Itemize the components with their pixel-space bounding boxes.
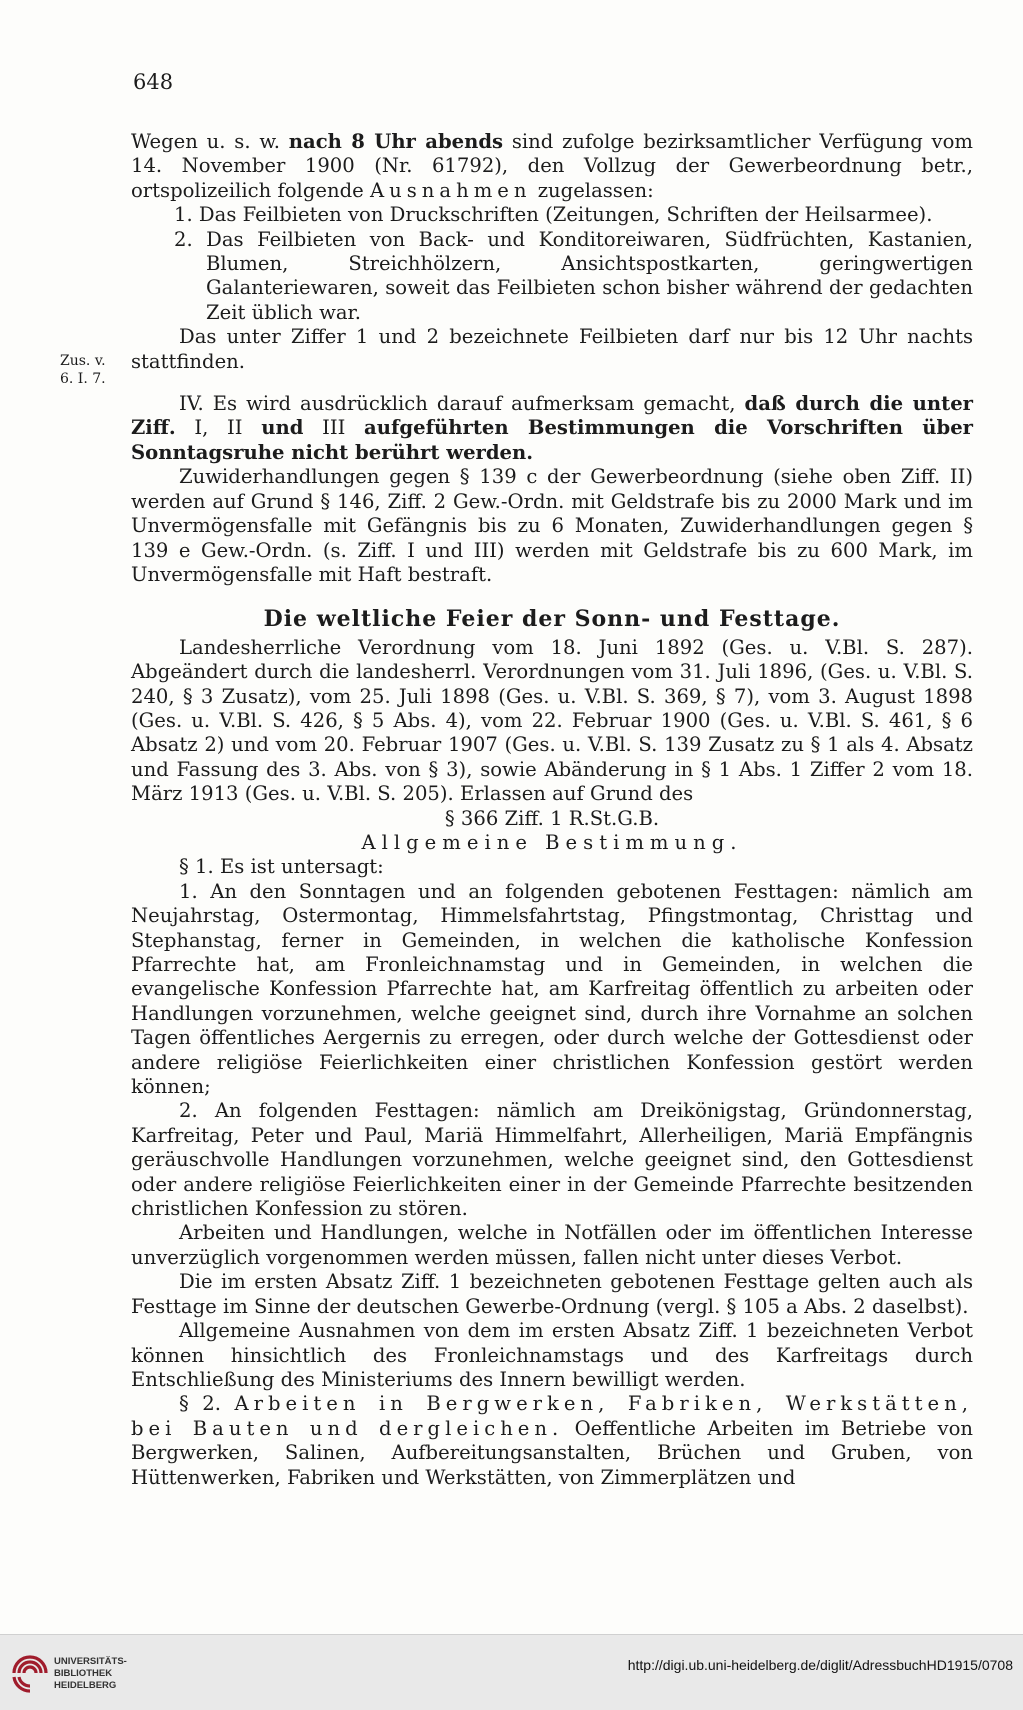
- library-logo-text: UNIVERSITÄTS- BIBLIOTHEK HEIDELBERG: [54, 1656, 127, 1691]
- subheading: Allgemeine Bestimmung.: [361, 830, 743, 854]
- paragraph-ausnahmen-intro: Wegen u. s. w. nach 8 Uhr abends sind zufolge bezirksamtlicher Verfügung vom 14. November 1900 (Nr. 61792), den Vollzug der Gewerbeordnung betr., ortspolizeilich folgende Ausnahmen zugelassen:: [131, 130, 973, 202]
- viewer-footer: [0, 1634, 1023, 1710]
- paragraph-festtage: Die im ersten Absatz Ziff. 1 bezeichneten gebotenen Festtage gelten auch als Festtage im Sinne der deutschen Gewerbe-Ordnung (vergl. § 105 a Abs. 2 daselbst).: [131, 1270, 973, 1318]
- margin-note-line: Zus. v.: [60, 353, 106, 369]
- paragraph-ziffer-1: 1. An den Sonntagen und an folgenden gebotenen Festtagen: nämlich am Neujahrstag, Ostermontag, Himmelsfahrtstag, Pfingstmontag, Christtag und Stephanstag, ferner in Gemeinden, in welchen die katholische Konfession Pfarrechte hat, am Fronleichnamstag und in Gemeinden, in welchen die evangelische Konfession Pfarrechte hat, am Karfreitag öffentlich zu arbeiten oder Handlungen vorzunehmen, welche geeignet sind, durch ihre Vornahme an solchen Tagen öffentliches Aergernis zu erregen, oder durch welche der Gottesdienst oder andere religiöse Feierlichkeiten einer christlichen Konfession gestört werden können;: [131, 879, 973, 1099]
- paragraph-par2: § 2. Arbeiten in Bergwerken, Fabriken, Werkstätten, bei Bauten und dergleichen. Oeffentliche Arbeiten im Betriebe von Bergwerken, Salinen, Aufbereitungsanstalten, Brüchen und Gruben, von Hüttenwerken, Fabriken und Werkstätten, von Zimmerplätzen und: [131, 1392, 974, 1489]
- paragraph-iv: IV. Es wird ausdrücklich darauf aufmerksam gemacht, daß durch die unter Ziff. I, II und III aufgeführten Bestimmungen die Vorschriften über Sonntagsruhe nicht berührt werden.: [131, 392, 973, 464]
- library-logo[interactable]: [10, 1653, 140, 1698]
- paragraph-par1: § 1. Es ist untersagt:: [179, 855, 384, 879]
- list-item: 1. Das Feilbieten von Druckschriften (Zeitungen, Schriften der Heilsarmee).: [174, 203, 933, 227]
- paragraph-verordnung: Landesherrliche Verordnung vom 18. Juni 1892 (Ges. u. V.Bl. S. 287). Abgeändert durch die landesherrl. Verordnungen vom 31. Juli 1896, (Ges. u. V.Bl. S. 240, § 3 Zusatz), vom 25. Juli 1898 (Ges. u. V.Bl. S. 369, § 7), vom 3. August 1898 (Ges. u. V.Bl. S. 426, § 5 Abs. 4), vom 22. Februar 1900 (Ges. u. V.Bl. S. 461, § 6 Absatz 2) und vom 20. Februar 1907 (Ges. u. V.Bl. S. 139 Zusatz zu § 1 als 4. Absatz und Fassung des 3. Abs. von § 3), sowie Abänderung in § 1 Abs. 1 Ziffer 2 vom 18. März 1913 (Ges. u. V.Bl. S. 205). Erlassen auf Grund des: [131, 635, 973, 806]
- margin-note: [60, 352, 106, 388]
- page-number: 648: [133, 70, 174, 94]
- margin-note-line: 6. I. 7.: [60, 371, 106, 387]
- paragraph-zuwiderhandlungen: Zuwiderhandlungen gegen § 139 c der Gewerbeordnung (siehe oben Ziff. II) werden auf Grund § 146, Ziff. 2 Gew.-Ordn. mit Geldstrafe bis zu 2000 Mark und im Unvermögensfalle mit Gefängnis bis zu 6 Monaten, Zuwiderhandlungen gegen § 139 e Gew.-Ordn. (s. Ziff. I und III) werden mit Geldstrafe bis zu 600 Mark, im Unvermögensfalle mit Haft bestraft.: [131, 465, 973, 586]
- list-item: 2. Das Feilbieten von Back- und Konditoreiwaren, Südfrüchten, Kastanien, Blumen, Streichhölzern, Ansichtspostkarten, geringwertigen Galanteriewaren, soweit das Feilbieten schon bisher während der gedachten Zeit üblich war.: [174, 227, 973, 324]
- section-heading: Die weltliche Feier der Sonn- und Festtage.: [263, 606, 841, 633]
- paragraph-nachts: Das unter Ziffer 1 und 2 bezeichnete Feilbieten darf nur bis 12 Uhr nachts stattfinden.: [131, 325, 973, 373]
- paragraph-ziffer-2: 2. An folgenden Festtagen: nämlich am Dreikönigstag, Gründonnerstag, Karfreitag, Peter und Paul, Mariä Himmelfahrt, Allerheiligen, Mariä Empfängnis geräuschvolle Handlungen vorzunehmen, welche geeignet sind, den Gottesdienst oder andere religiöse Feierlichkeiten einer in der Gemeinde Pfarrechte besitzenden christlichen Konfession zu stören.: [131, 1099, 973, 1221]
- paragraph-arbeiten: Arbeiten und Handlungen, welche in Notfällen oder im öffentlichen Interesse unverzüglich vorgenommen werden müssen, fallen nicht unter dieses Verbot.: [131, 1221, 973, 1269]
- library-logo-icon: [10, 1653, 50, 1693]
- document-body: [131, 130, 973, 1490]
- paragraph-allgemeine-ausnahmen: Allgemeine Ausnahmen von dem im ersten Absatz Ziff. 1 bezeichneten Verbot können hinsichtlich des Fronleichnamstags und des Karfreitags durch Entschließung des Ministeriums des Innern bewilligt werden.: [131, 1319, 973, 1391]
- paragraph-verordnung-end: § 366 Ziff. 1 R.St.G.B.: [444, 806, 660, 830]
- source-url-link[interactable]: http://digi.ub.uni-heidelberg.de/diglit/AdressbuchHD1915/0708: [627, 1657, 1013, 1673]
